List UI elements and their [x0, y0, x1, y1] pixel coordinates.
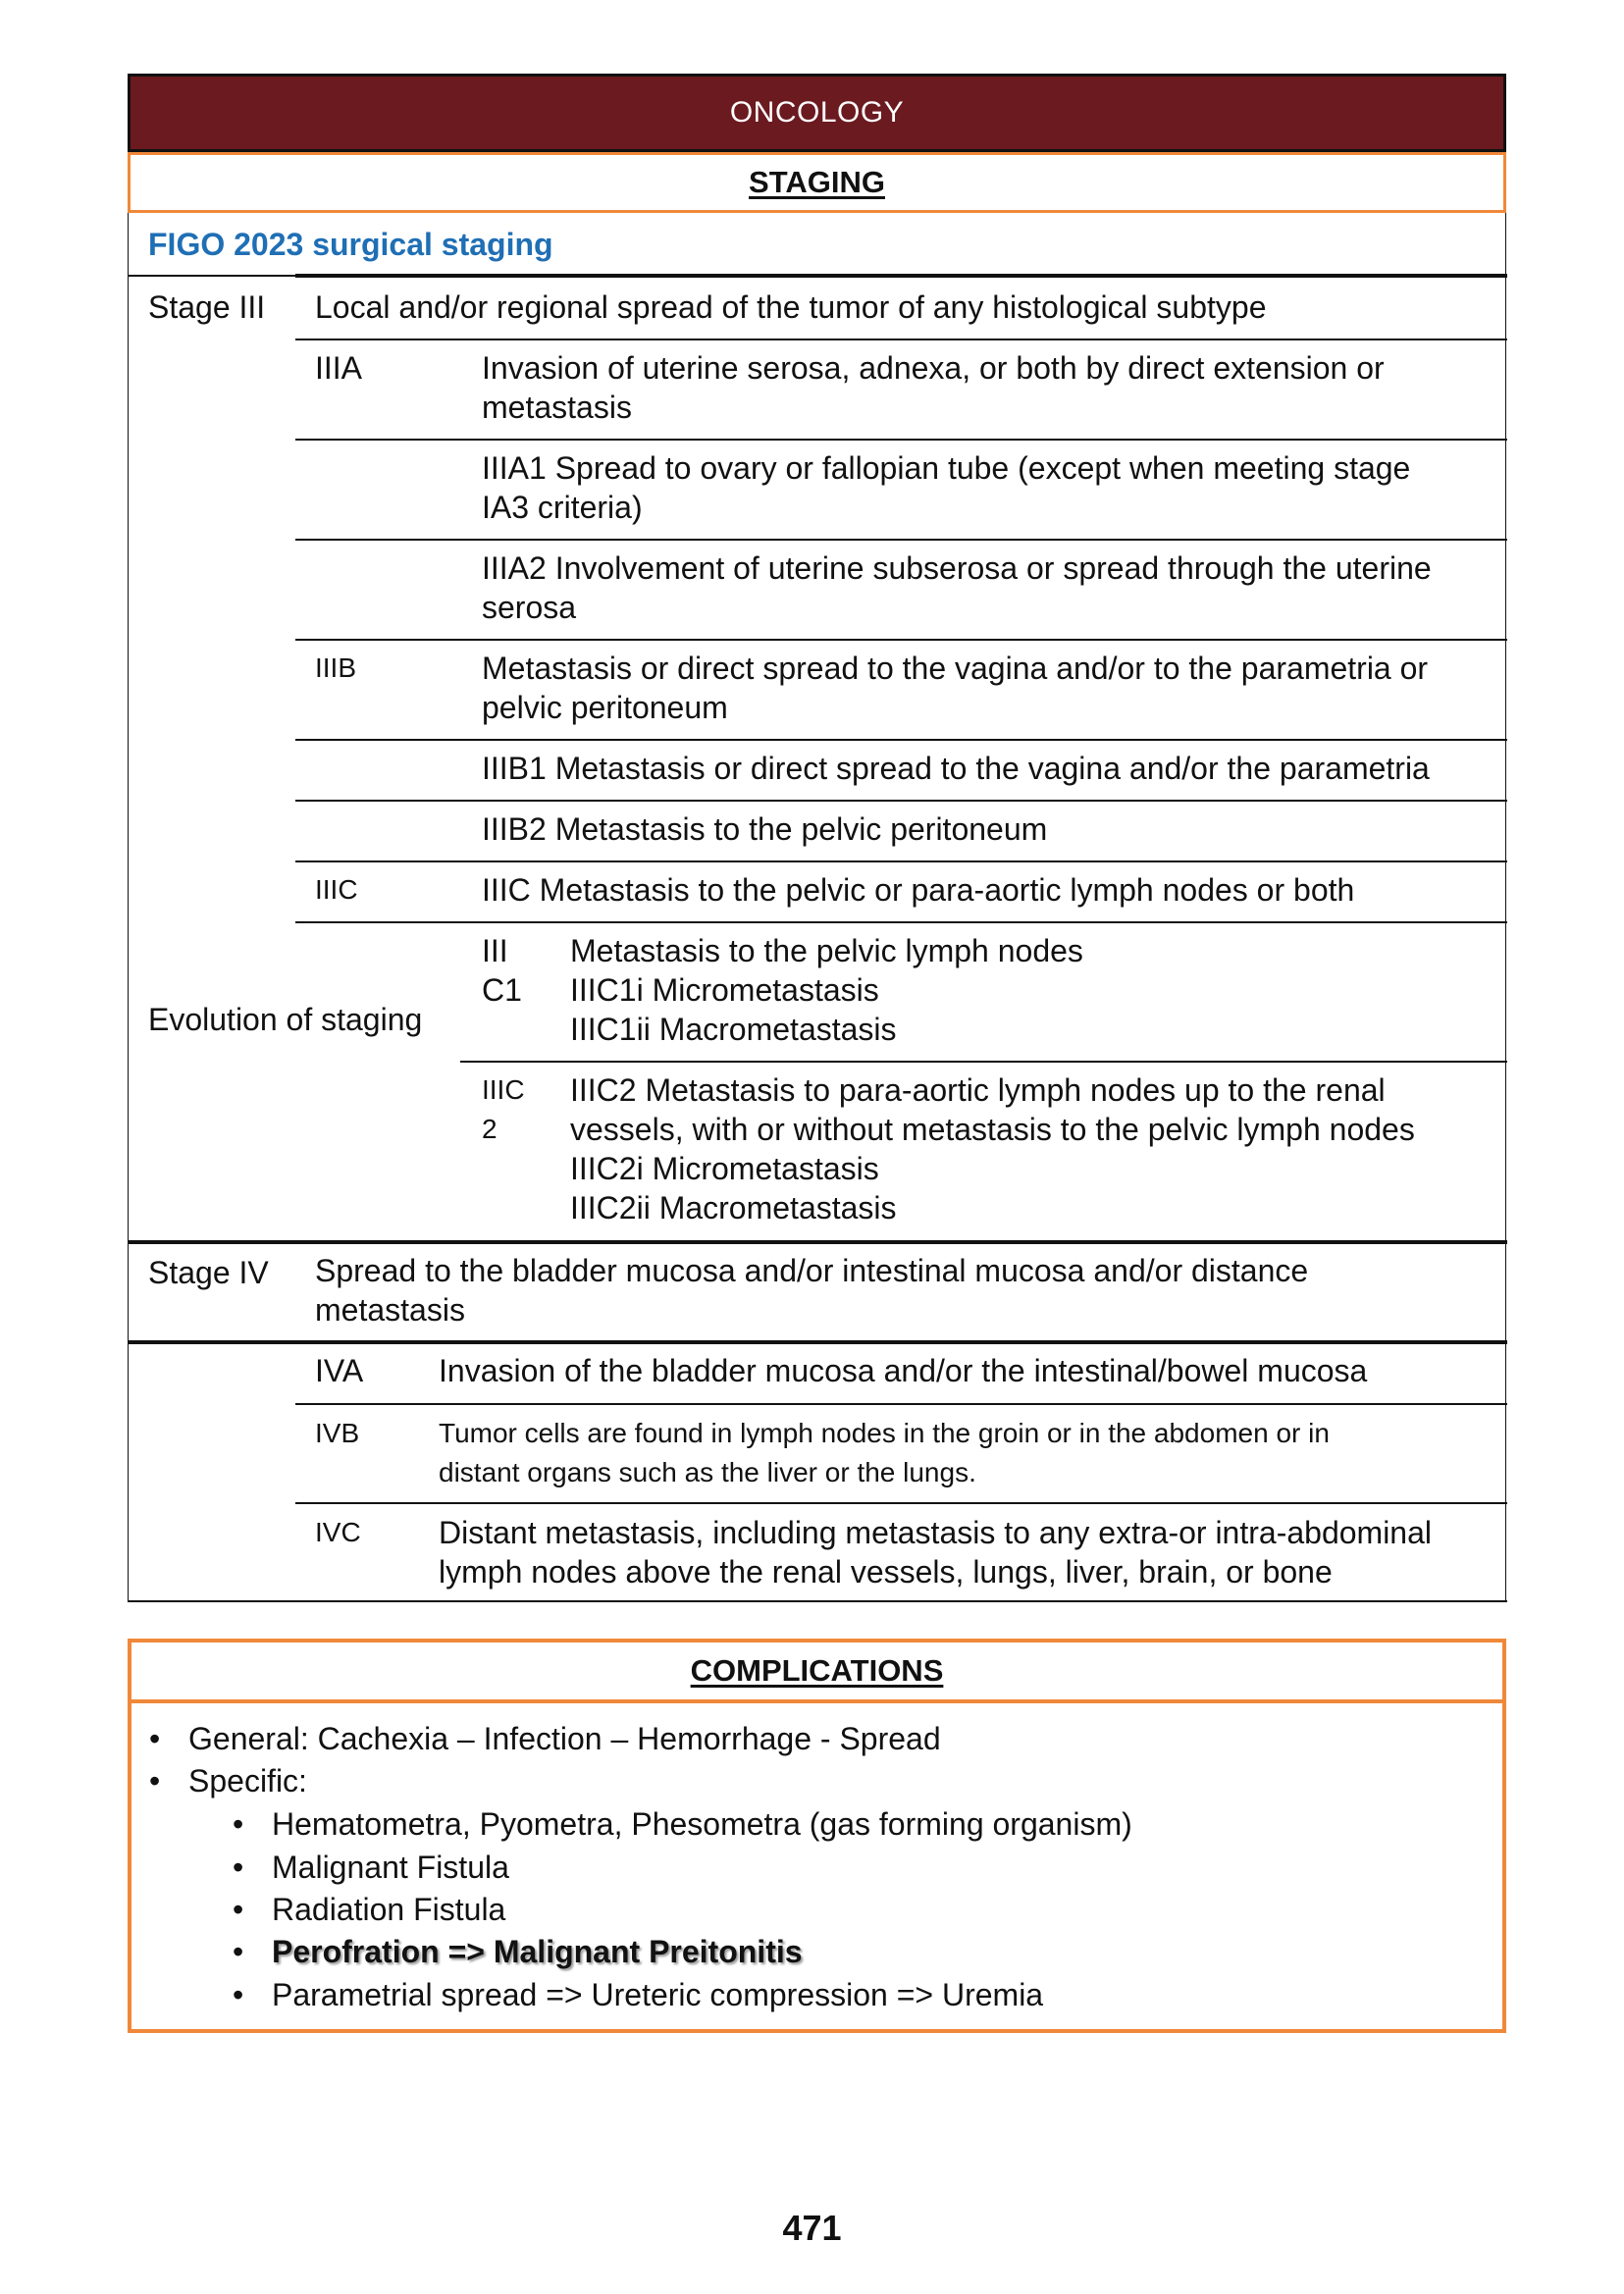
divider	[295, 539, 1507, 541]
row-text: Tumor cells are found in lymph nodes in the groin or in the abdomen or in	[439, 1418, 1330, 1448]
complications-heading	[131, 1642, 1502, 1703]
sub-code: 2	[482, 1114, 498, 1144]
bullet-icon: •	[233, 1977, 244, 2012]
row-text: distant organs such as the liver or the lungs.	[439, 1457, 976, 1487]
section-header	[128, 74, 1506, 152]
row-text: pelvic peritoneum	[482, 690, 728, 725]
divider	[295, 1403, 1507, 1405]
divider	[460, 1061, 1507, 1063]
row-text: lymph nodes above the renal vessels, lungs, liver, brain, or bone	[439, 1554, 1333, 1590]
sub-text: Metastasis to the pelvic lymph nodes	[570, 933, 1083, 968]
bullet-icon: •	[233, 1892, 244, 1927]
staging-heading-box	[128, 152, 1506, 213]
row-code: IVA	[315, 1353, 364, 1388]
bullet-icon: •	[233, 1850, 244, 1885]
divider	[295, 860, 1507, 862]
row-code: IVB	[315, 1418, 360, 1448]
row-code: IVC	[315, 1517, 361, 1547]
staging-table	[128, 213, 1506, 1602]
row-text: IIIC Metastasis to the pelvic or para-aortic lymph nodes or both	[482, 872, 1355, 908]
divider	[295, 439, 1507, 441]
stage4-desc: Spread to the bladder mucosa and/or intestinal mucosa and/or distance	[315, 1253, 1309, 1288]
row-text: IIIA2 Involvement of uterine subserosa or spread through the uterine	[482, 550, 1432, 586]
sub-code: C1	[482, 972, 522, 1008]
list-item-text: Parametrial spread => Ureteric compression => Uremia	[272, 1977, 1044, 2012]
divider-thick	[129, 1240, 1507, 1244]
divider	[295, 339, 1507, 340]
row-text: IIIA1 Spread to ovary or fallopian tube (except when meeting stage	[482, 450, 1411, 486]
row-text: serosa	[482, 590, 577, 625]
row-code: IIIC	[315, 874, 358, 905]
sub-text: IIIC2 Metastasis to para-aortic lymph nodes up to the renal	[570, 1072, 1386, 1108]
divider	[295, 639, 1507, 641]
complications-heading-text: COMPLICATIONS	[690, 1653, 944, 1688]
evolution-label: Evolution of staging	[148, 1002, 423, 1037]
stage3-desc: Local and/or regional spread of the tumor of any histological subtype	[315, 289, 1267, 325]
divider	[295, 739, 1507, 741]
row-code: IIIA	[315, 350, 363, 386]
divider	[129, 275, 295, 277]
row-text: IA3 criteria)	[482, 490, 643, 525]
row-text: Invasion of uterine serosa, adnexa, or both by direct extension or	[482, 350, 1385, 386]
bullet-icon: •	[233, 1806, 244, 1842]
section-title: ONCOLOGY	[729, 96, 905, 129]
row-text: Invasion of the bladder mucosa and/or the intestinal/bowel mucosa	[439, 1353, 1368, 1388]
divider	[295, 921, 1507, 923]
stage3-label: Stage III	[148, 289, 266, 325]
row-text: metastasis	[482, 390, 632, 425]
complications-box	[128, 1639, 1506, 2033]
list-item-text: Radiation Fistula	[272, 1892, 506, 1927]
divider-thick	[295, 274, 1507, 278]
row-code: IIIB	[315, 652, 357, 683]
stage4-desc: metastasis	[315, 1292, 465, 1328]
divider	[295, 1502, 1507, 1504]
row-text: Distant metastasis, including metastasis to any extra-or intra-abdominal	[439, 1515, 1432, 1550]
sub-text: vessels, with or without metastasis to the pelvic lymph nodes	[570, 1112, 1415, 1147]
sub-text: IIIC2i Micrometastasis	[570, 1151, 879, 1186]
list-item-text: Hematometra, Pyometra, Phesometra (gas forming organism)	[272, 1806, 1132, 1842]
bullet-icon: •	[149, 1763, 161, 1799]
list-item-text: General: Cachexia – Infection – Hemorrhage - Spread	[188, 1721, 941, 1756]
sub-text: IIIC2ii Macrometastasis	[570, 1190, 897, 1225]
list-item-text: Specific:	[188, 1763, 307, 1799]
list-item-text: Malignant Fistula	[272, 1850, 509, 1885]
sub-code: IIIC	[482, 1074, 525, 1105]
row-text: Metastasis or direct spread to the vagina and/or to the parametria or	[482, 651, 1429, 686]
table-title: FIGO 2023 surgical staging	[148, 227, 553, 262]
bullet-icon: •	[149, 1721, 161, 1756]
divider	[295, 800, 1507, 802]
staging-heading: STAGING	[749, 165, 885, 199]
sub-text: IIIC1ii Macrometastasis	[570, 1012, 897, 1047]
page-number: 471	[782, 2208, 842, 2248]
sub-code: III	[482, 933, 508, 968]
row-text: IIIB2 Metastasis to the pelvic peritoneum	[482, 811, 1048, 847]
divider	[129, 1600, 1507, 1602]
list-item-text: Perofration => Malignant Preitonitis	[272, 1934, 803, 1969]
row-text: IIIB1 Metastasis or direct spread to the vagina and/or the parametria	[482, 751, 1430, 786]
bullet-icon: •	[233, 1934, 244, 1969]
sub-text: IIIC1i Micrometastasis	[570, 972, 879, 1008]
stage4-label: Stage IV	[148, 1255, 269, 1290]
divider-thick	[129, 1340, 1507, 1344]
